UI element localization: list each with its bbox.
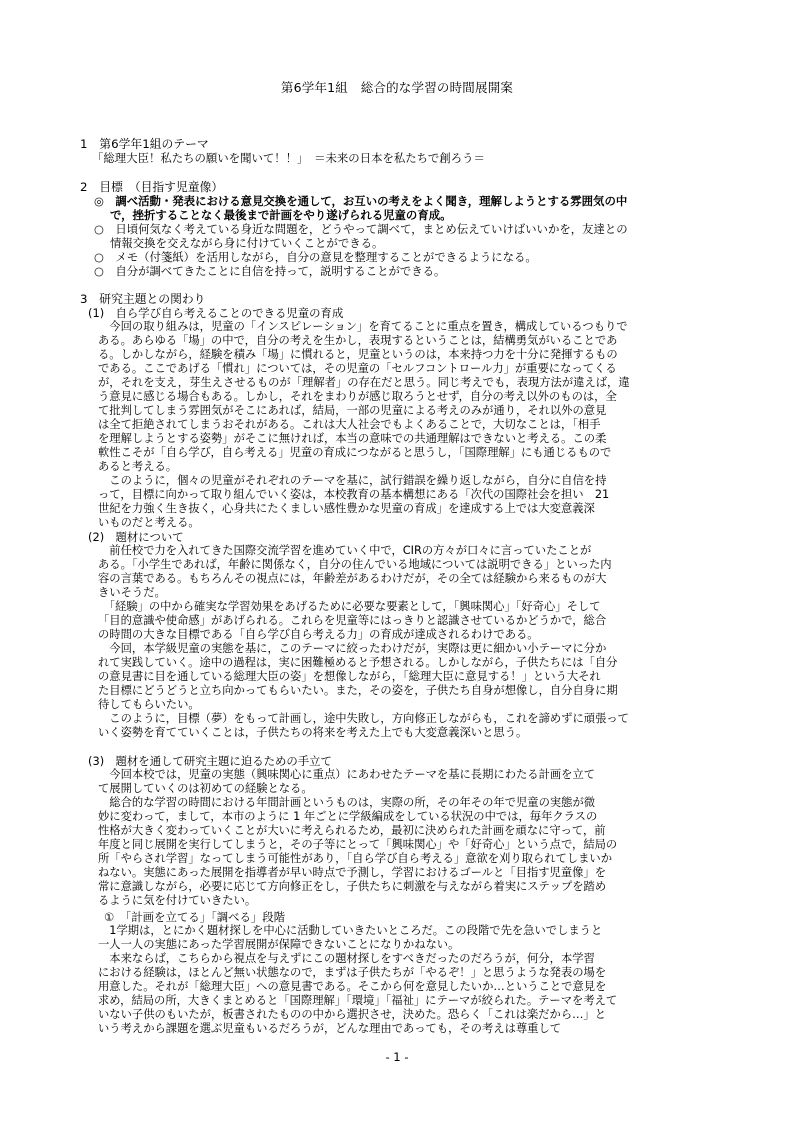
paragraph-line: あると考える。 (98, 460, 178, 473)
paragraph-line: いう考えから課題を選ぶ児童もいるだろうが，どんな理由であっても，その考えは尊重して (98, 1022, 562, 1035)
paragraph-line: いく姿勢を育てていくことは，子供たちの将来を考えた上でも大変意義深いと思う。 (98, 726, 528, 739)
paragraph-line: きいそうだ。 (98, 586, 166, 599)
paragraph-line: 年度と同じ展開を実行してしまうと，その子等にとって「興味関心」や「好奇心」という点で，結局の (98, 838, 618, 851)
paragraph-line: ある。あらゆる「場」の中で，自分の考えを生かし，表現するということは，結構勇気がいることであ (98, 334, 618, 347)
paragraph-line: いない子供のもいたが，板書されたものの中から選択させ，決めた。恐らく「これは楽だから…」と (98, 1008, 607, 1021)
paragraph-line: 前任校で力を入れてきた国際交流学習を進めていく中で，CIRの方々が口々に言っていたことが (98, 544, 592, 557)
paragraph-line: 本来ならば，こちらから視点を与えずにこの題材探しをすべきだったのだろうが，何分，本学習 (98, 952, 595, 965)
paragraph-line: 今回，本学級児童の実態を基に，このテーマに絞ったわけだが，実際は更に細かい小テーマに分か (98, 642, 607, 655)
paragraph-line: て展開していくのは初めての経験となる。 (98, 782, 313, 795)
paragraph-line: いものだと考える。 (98, 516, 200, 529)
paragraph-line: このように，目標（夢）をもって計画し，途中失敗し，方向修正しながらも，これを諦めずに頑張って (98, 712, 629, 725)
goal-a-line-1: ○ 日頃何気なく考えている身近な問題を，どうやって調べて，まとめ伝えていけばいいかを，友達との (94, 222, 628, 236)
paragraph-line: は全て拒絶されてしまうおそれがある。これは大人社会でもよくあることで，大切なことは，「相手 (98, 418, 601, 431)
paragraph-line: って，目標に向かって取り組んでいく姿は，本校教育の基本構想にある「次代の国際社会を担い 21 (98, 488, 610, 501)
goal-main-line-1: ◎ 調べ活動・発表における意見交換を通して，お互いの考えをよく聞き，理解しようとする雰囲気の中 (94, 194, 628, 208)
paragraph-line: 所「やらされ学習」なってしまう可能性があり，「自ら学び自ら考える」意欲を刈り取られてしまいか (98, 852, 613, 865)
paragraph-line: 総合的な学習の時間における年間計画というものは，実際の所，その年その年で児童の実態が微 (98, 796, 596, 809)
paragraph-line: 用意した。それが「総理大臣」への意見書である。そこから何を意見したいか…ということで意見を (98, 980, 607, 993)
section-3-heading: 3 研究主題との関わり (80, 292, 206, 306)
goal-main-line-2: で，挫折することなく最後まで計画をやり遂げられる児童の育成。 (110, 208, 452, 222)
subsection-2-heading: (2) 題材について (88, 530, 184, 544)
paragraph-line: う意見に感じる場合もある。しかし，それをまわりが感じ取ろうとせず，自分の考え以外のものは，全 (98, 390, 617, 403)
subsection-1-heading: (1) 自ら学び自ら考えることのできる児童の育成 (88, 306, 344, 320)
paragraph-line: ねない。実態にあった展開を指導者が早い時点で予測し，学習におけるゴールと「目指す児童像」を (98, 866, 607, 879)
paragraph-line: の意見書に目を通している総理大臣の姿」を想像しながら，「総理大臣に意見する！」という大それ (98, 670, 601, 683)
goal-b: ○ メモ（付箋紙）を活用しながら，自分の意見を整理することができるようになる。 (94, 250, 537, 264)
paragraph-line: 容の言葉である。もちろんその視点には，年齢差があるわけだが，その全ては経験から来るものが大 (98, 572, 607, 585)
paragraph-line: 「経験」の中から確実な学習効果をあげるために必要な要素として，「興味関心」「好奇心」そして (98, 600, 601, 613)
paragraph-line: る。しかしながら，経験を積み「場」に慣れると，児童というのは，本来持つ力を十分に発揮するもの (98, 348, 618, 361)
subsection-3-heading: (3) 題材を通して研究主題に迫るための手立て (88, 754, 332, 768)
page-title: 第6学年1組 総合的な学習の時間展開案 (280, 80, 514, 95)
paragraph-line: の時間の大きな目標である「自ら学び自ら考える力」の育成が達成されるわけである。 (98, 628, 539, 641)
paragraph-line: このように，個々の児童がそれぞれのテーマを基に，試行錯誤を繰り返しながら，自分に自信を持 (98, 474, 607, 487)
paragraph-line: ある。「小学生であれば，年齢に関係なく，自分の住んでいる地域については説明できる」といった内 (98, 558, 612, 571)
goal-c: ○ 自分が調べてきたことに自信を持って，説明することができる。 (94, 264, 446, 278)
paragraph-line: 妙に変わって，まして，本市のように 1 年ごとに学級編成をしている状況の中では，毎年クラスの (98, 810, 598, 823)
paragraph-line: 今回の取り組みは，児童の「インスピレーション」を育てることに重点を置き，構成しているつもりで (98, 320, 628, 333)
section-2-heading: 2 目標 （目指す児童像） (80, 180, 224, 194)
paragraph-line: 軟性こそが「自ら学び，自ら考える」児童の育成につながると思うし，「国際理解」にも通じるもので (98, 446, 612, 459)
section-1-heading: 1 第6学年1組のテーマ (80, 137, 209, 151)
step-1-heading: ① 「計画を立てる」「調べる」段階 (104, 910, 286, 924)
paragraph-line: 性格が大きく変わっていくことが大いに考えられるため，最初に決められた計画を頑なに守って，前 (98, 824, 606, 837)
page-number: - 1 - (385, 1050, 409, 1064)
paragraph-line: 常に意識しながら，必要に応じて方向修正をし，子供たちに刺激を与えながら着実にステップを踏め (98, 880, 607, 893)
paragraph-line: である。ここであげる「慣れ」については，その児童の「セルフコントロール力」が重要になってくる (98, 362, 617, 375)
paragraph-line: 世紀を力強く生き抜く，心身共にたくましい感性豊かな児童の育成」を達成する上では大変意義深 (98, 502, 595, 515)
paragraph-line: 待してもらいたい。 (98, 698, 200, 711)
paragraph-line: 「目的意識や使命感」があげられる。これらを児童等にはっきりと認識させているかどうかで，総合 (98, 614, 607, 627)
paragraph-line: れて実践していく。途中の過程は，実に困難極めると予想される。しかしながら，子供たちには「自分 (98, 656, 618, 669)
paragraph-line: 1学期は，とにかく題材探しを中心に活動していきたいところだ。この段階で先を急いでしまうと (98, 924, 603, 937)
paragraph-line: 今回本校では，児童の実態（興味関心に重点）にあわせたテーマを基に長期にわたる計画を立て (98, 768, 596, 781)
paragraph-line: における経験は，ほとんど無い状態なので，まずは子供たちが「やるぞ！」と思うような発表の場を (98, 966, 607, 979)
paragraph-line: て批判してしまう雰囲気がそこにあれば，結局，一部の児童による考えのみが通り，それ以外の意見 (98, 404, 607, 417)
paragraph-line: 求め，結局の所，大きくまとめると「国際理解」「環境」「福祉」にテーマが絞られた。テーマを考えて (98, 994, 618, 1007)
class-theme: 「総理大臣！私たちの願いを聞いて！！」 ＝未来の日本を私たちで創ろう＝ (92, 151, 485, 165)
paragraph-line: るように気を付けていきたい。 (98, 894, 257, 907)
goal-a-line-2: 情報交換を交えながら身に付けていくことができる。 (110, 236, 384, 250)
paragraph-line: た目標にどうどうと立ち向かってもらいたい。また，その姿を，子供たち自身が想像し，自分自身に期 (98, 684, 618, 697)
paragraph-line: を理解しようとする姿勢」がそこに無ければ，本当の意味での共通理解はできないと考える。この柔 (98, 432, 607, 445)
paragraph-line: が，それを支え，芽生えさせるものが「理解者」の存在だと思う。同じ考えでも，表現方法が違えば，違 (98, 376, 630, 389)
paragraph-line: 一人一人の実態にあった学習展開が保障できないことになりかねない。 (98, 938, 460, 951)
